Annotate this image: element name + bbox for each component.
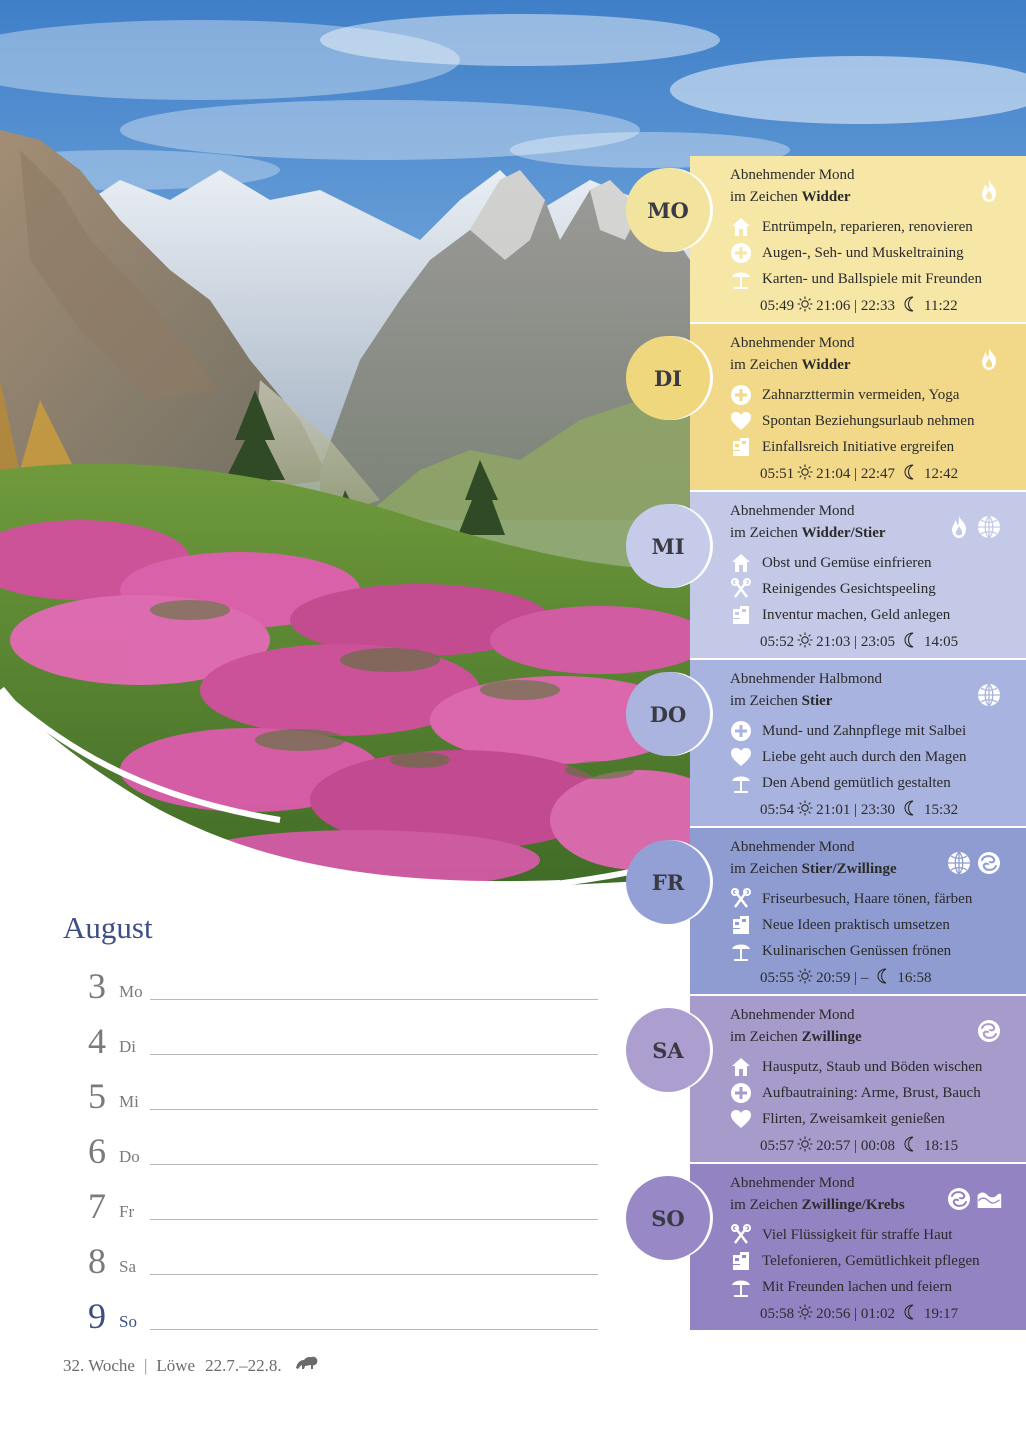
moon-phase: Abnehmender Mond <box>730 839 855 855</box>
moon-icon <box>903 464 917 485</box>
date-weekday: Di <box>119 1037 136 1056</box>
task-list <box>730 1054 1016 1132</box>
writing-line[interactable] <box>150 1164 598 1165</box>
earth-icon <box>976 682 1002 708</box>
date-weekday: Mo <box>119 982 143 1001</box>
house-icon <box>730 216 752 238</box>
task-text: Telefonieren, Gemütlichkeit pflegen <box>762 1252 980 1269</box>
task-item <box>730 434 1016 460</box>
moon-icon <box>903 800 917 821</box>
task-item <box>730 886 1016 912</box>
element-icons <box>976 346 1002 372</box>
work-icon <box>730 914 752 936</box>
earth-icon <box>976 514 1002 540</box>
time-line <box>760 632 1016 653</box>
time-line <box>760 296 1016 317</box>
task-text: Hausputz, Staub und Böden wischen <box>762 1058 983 1075</box>
zodiac-sign: Widder <box>801 357 851 373</box>
task-text: Friseurbesuch, Haare tönen, färben <box>762 890 973 907</box>
moonset-time: 18:15 <box>924 1138 959 1154</box>
air-icon <box>976 1018 1002 1044</box>
date-weekday: Fr <box>119 1202 135 1221</box>
weekday-circle <box>626 672 710 756</box>
time-line <box>760 1304 1016 1325</box>
house-icon <box>730 1056 752 1078</box>
month-title: August <box>63 910 153 945</box>
moon-icon <box>903 296 917 317</box>
zodiac-range: 22.7.–22.8. <box>205 1355 282 1375</box>
day-panel-so <box>651 1164 1026 1330</box>
health-cross-icon <box>730 720 752 742</box>
moonset-time: 11:22 <box>924 298 958 314</box>
task-item <box>730 1054 1016 1080</box>
lion-icon <box>294 1353 320 1378</box>
day-panel-do <box>649 660 1026 826</box>
moonset-time: 19:17 <box>924 1306 959 1322</box>
weekday-circle <box>626 336 710 420</box>
sunset-moonrise-time: 21:03 | 23:05 <box>816 634 896 650</box>
leisure-icon <box>730 940 752 962</box>
weekday-abbr: SA <box>652 1037 684 1063</box>
date-number: 6 <box>88 1131 106 1171</box>
air-icon <box>976 850 1002 876</box>
zodiac-line <box>730 690 1016 712</box>
moon-phase: Abnehmender Mond <box>730 503 855 519</box>
sunrise-time: 05:58 <box>760 1306 795 1322</box>
date-number: 8 <box>88 1241 106 1281</box>
weekday-circle <box>626 504 710 588</box>
moon-phase: Abnehmender Halbmond <box>730 671 883 687</box>
task-list <box>730 718 1016 796</box>
sunset-moonrise-time: 21:04 | 22:47 <box>816 466 896 482</box>
day-panel-fr <box>651 828 1026 994</box>
sunset-moonrise-time: 20:57 | 00:08 <box>816 1138 896 1154</box>
writing-line[interactable] <box>150 1329 598 1330</box>
task-list <box>730 1222 1016 1300</box>
weekday-abbr: DO <box>649 701 687 727</box>
date-row <box>88 1115 598 1171</box>
moon-phase: Abnehmender Mond <box>730 335 855 351</box>
task-text: Den Abend gemütlich gestalten <box>762 774 951 791</box>
task-item <box>730 550 1016 576</box>
task-item <box>730 744 1016 770</box>
date-row <box>88 1170 598 1226</box>
sign-prefix: im Zeichen <box>730 189 798 205</box>
weekday-abbr: MO <box>647 197 689 223</box>
sunrise-time: 05:52 <box>760 634 795 650</box>
leisure-icon <box>730 772 752 794</box>
task-item <box>730 240 1016 266</box>
date-row <box>88 1060 598 1116</box>
fire-icon <box>946 514 972 540</box>
week-number: 32. Woche <box>63 1355 135 1375</box>
work-icon <box>730 1250 752 1272</box>
date-number: 5 <box>88 1076 106 1116</box>
task-text: Mit Freunden lachen und feiern <box>762 1278 952 1295</box>
sunrise-time: 05:51 <box>760 466 795 482</box>
moonset-time: 15:32 <box>924 802 959 818</box>
weekday-abbr: FR <box>651 869 685 895</box>
date-weekday: Do <box>119 1147 140 1166</box>
task-item <box>730 912 1016 938</box>
date-weekday: Mi <box>119 1092 139 1111</box>
zodiac-sign: Widder/Stier <box>801 525 886 541</box>
task-text: Zahnarzttermin vermeiden, Yoga <box>762 386 960 403</box>
element-icons <box>976 1018 1002 1044</box>
date-weekday: So <box>119 1312 137 1331</box>
weekday-abbr: MI <box>651 533 685 559</box>
beauty-icon <box>730 578 752 600</box>
heart-icon <box>730 410 752 432</box>
date-weekday: Sa <box>119 1257 136 1276</box>
task-text: Obst und Gemüse einfrieren <box>762 554 932 571</box>
task-item <box>730 408 1016 434</box>
task-text: Entrümpeln, reparieren, renovieren <box>762 218 973 235</box>
sign-prefix: im Zeichen <box>730 861 798 877</box>
moon-phase: Abnehmender Mond <box>730 167 855 183</box>
sunrise-time: 05:55 <box>760 970 795 986</box>
moonset-time: 14:05 <box>924 634 959 650</box>
task-item <box>730 214 1016 240</box>
sun-icon <box>797 800 813 821</box>
task-text: Mund- und Zahnpflege mit Salbei <box>762 722 967 739</box>
moonset-time: 12:42 <box>924 466 959 482</box>
task-item <box>730 382 1016 408</box>
sunset-moonrise-time: 21:06 | 22:33 <box>816 298 896 314</box>
task-list <box>730 550 1016 628</box>
fire-icon <box>976 178 1002 204</box>
task-text: Augen-, Seh- und Muskeltraining <box>762 244 964 261</box>
weekday-abbr: DI <box>653 365 683 391</box>
health-cross-icon <box>730 242 752 264</box>
task-item <box>730 576 1016 602</box>
task-item <box>730 770 1016 796</box>
zodiac-sign: Stier <box>801 693 833 709</box>
task-item <box>730 718 1016 744</box>
leisure-icon <box>730 268 752 290</box>
house-icon <box>730 552 752 574</box>
leisure-icon <box>730 1276 752 1298</box>
task-item <box>730 266 1016 292</box>
zodiac-sign: Widder <box>801 189 851 205</box>
day-panel-sa <box>652 996 1026 1162</box>
task-text: Reinigendes Gesichtspeeling <box>762 580 936 597</box>
weekday-circle <box>626 840 710 924</box>
work-icon <box>730 436 752 458</box>
sun-icon <box>797 968 813 989</box>
sign-prefix: im Zeichen <box>730 525 798 541</box>
moon-icon <box>876 968 890 989</box>
sunset-moonrise-time: 20:59 | – <box>816 970 869 986</box>
writing-line[interactable] <box>150 1274 598 1275</box>
sunset-moonrise-time: 21:01 | 23:30 <box>816 802 896 818</box>
air-icon <box>946 1186 972 1212</box>
work-icon <box>730 604 752 626</box>
sun-icon <box>797 1136 813 1157</box>
earth-icon <box>946 850 972 876</box>
zodiac-line <box>730 186 1016 208</box>
weekday-circle <box>626 1176 710 1260</box>
moon-icon <box>903 1136 917 1157</box>
health-cross-icon <box>730 1082 752 1104</box>
sun-icon <box>797 632 813 653</box>
writing-line[interactable] <box>150 999 598 1000</box>
writing-line[interactable] <box>150 1054 598 1055</box>
day-panel-di <box>653 324 1026 490</box>
fire-icon <box>976 346 1002 372</box>
date-number: 4 <box>88 1021 106 1061</box>
task-text: Einfallsreich Initiative ergreifen <box>762 438 955 455</box>
writing-line[interactable] <box>150 1109 598 1110</box>
zodiac-sign: Zwillinge/Krebs <box>801 1197 905 1213</box>
element-icons <box>946 514 1002 540</box>
sunrise-time: 05:49 <box>760 298 795 314</box>
zodiac-line <box>730 1026 1016 1048</box>
zodiac-sign: Zwillinge <box>801 1029 862 1045</box>
task-text: Liebe geht auch durch den Magen <box>762 748 967 765</box>
zodiac-name: Löwe <box>156 1355 196 1375</box>
task-item <box>730 1274 1016 1300</box>
day-panel-mo <box>647 156 1026 322</box>
sign-prefix: im Zeichen <box>730 1197 798 1213</box>
task-list <box>730 214 1016 292</box>
task-item <box>730 1080 1016 1106</box>
task-text: Neue Ideen praktisch umsetzen <box>762 916 950 933</box>
footer-separator: | <box>143 1355 148 1375</box>
weekday-circle <box>626 1008 710 1092</box>
moon-phase: Abnehmender Mond <box>730 1175 855 1191</box>
sign-prefix: im Zeichen <box>730 1029 798 1045</box>
moon-icon <box>903 1304 917 1325</box>
task-text: Flirten, Zweisamkeit genießen <box>762 1110 945 1127</box>
moon-phase: Abnehmender Mond <box>730 1007 855 1023</box>
weekday-circle <box>626 168 710 252</box>
beauty-icon <box>730 1224 752 1246</box>
task-list <box>730 382 1016 460</box>
health-cross-icon <box>730 384 752 406</box>
sunrise-time: 05:57 <box>760 1138 795 1154</box>
date-number: 7 <box>88 1186 106 1226</box>
sun-icon <box>797 296 813 317</box>
day-panel-mi <box>651 492 1026 658</box>
element-icons <box>976 178 1002 204</box>
task-item <box>730 938 1016 964</box>
date-row <box>88 1280 598 1336</box>
task-text: Inventur machen, Geld anlegen <box>762 606 951 623</box>
date-row <box>88 1005 598 1061</box>
task-text: Aufbautraining: Arme, Brust, Bauch <box>762 1084 981 1101</box>
sun-icon <box>797 1304 813 1325</box>
element-icons <box>946 850 1002 876</box>
writing-line[interactable] <box>150 1219 598 1220</box>
heart-icon <box>730 1108 752 1130</box>
sunset-moonrise-time: 20:56 | 01:02 <box>816 1306 896 1322</box>
sign-prefix: im Zeichen <box>730 693 798 709</box>
task-item <box>730 1222 1016 1248</box>
beauty-icon <box>730 888 752 910</box>
task-text: Spontan Beziehungsurlaub nehmen <box>762 412 975 429</box>
time-line <box>760 800 1016 821</box>
task-text: Kulinarischen Genüssen frönen <box>762 942 952 959</box>
task-item <box>730 1248 1016 1274</box>
date-number: 3 <box>88 966 106 1006</box>
sunrise-time: 05:54 <box>760 802 795 818</box>
zodiac-sign: Stier/Zwillinge <box>801 861 897 877</box>
date-number: 9 <box>88 1296 106 1336</box>
time-line <box>760 968 1016 989</box>
sign-prefix: im Zeichen <box>730 357 798 373</box>
task-text: Karten- und Ballspiele mit Freunden <box>762 270 982 287</box>
moonset-time: 16:58 <box>897 970 932 986</box>
element-icons <box>976 682 1002 708</box>
zodiac-line <box>730 354 1016 376</box>
moon-icon <box>903 632 917 653</box>
date-row <box>88 1225 598 1281</box>
time-line <box>760 1136 1016 1157</box>
element-icons <box>946 1186 1002 1212</box>
sun-icon <box>797 464 813 485</box>
date-row <box>88 950 598 1006</box>
time-line <box>760 464 1016 485</box>
task-item <box>730 602 1016 628</box>
heart-icon <box>730 746 752 768</box>
task-list <box>730 886 1016 964</box>
task-item <box>730 1106 1016 1132</box>
task-text: Viel Flüssigkeit für straffe Haut <box>762 1226 953 1243</box>
weekday-abbr: SO <box>651 1205 685 1231</box>
water-icon <box>976 1186 1002 1212</box>
footer <box>63 1353 320 1378</box>
